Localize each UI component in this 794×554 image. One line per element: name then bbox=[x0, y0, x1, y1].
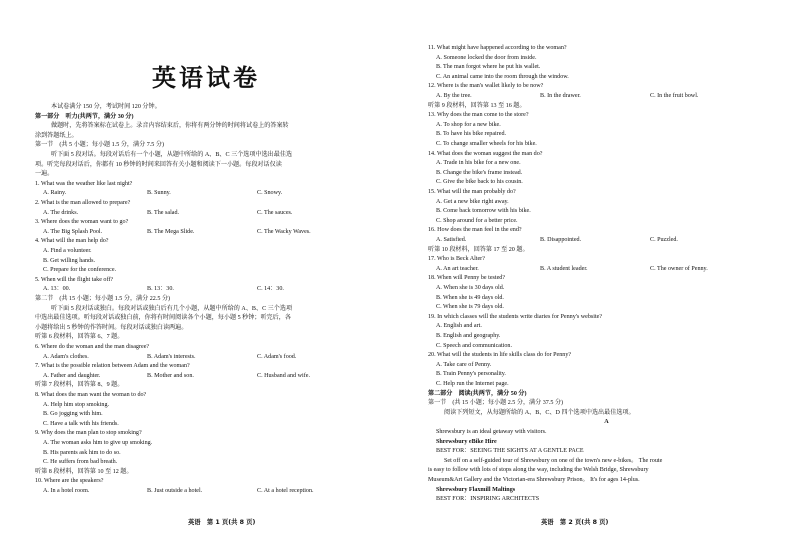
option: C. Husband and wife. bbox=[257, 372, 310, 379]
text-line: 本试卷满分 150 分，考试时间 120 分钟。 bbox=[51, 104, 161, 110]
text-line: B. Come back tomorrow with his bike. bbox=[436, 208, 531, 215]
text-line: C. Speech and communication. bbox=[436, 342, 512, 349]
text-line: 4. What will the man help do? bbox=[35, 238, 109, 245]
option: A. Satisfied. bbox=[436, 237, 467, 243]
text-line: 3. Where does the woman want to go? bbox=[35, 219, 129, 226]
option: B. A student leader. bbox=[540, 265, 588, 272]
text-line: A. To shop for a new bike. bbox=[436, 121, 501, 128]
text-line: 6. Where do the woman and the man disagree? bbox=[35, 344, 150, 350]
text-line: A. Someone locked the door from inside. bbox=[436, 54, 537, 61]
text-line: 9. Why does the man plan to stop smoking? bbox=[35, 430, 142, 437]
text-line: 5. When will the flight take off? bbox=[35, 276, 114, 283]
option: B. Just outside a hotel. bbox=[147, 488, 203, 494]
text-line: Shrewsbury Flaxmill Maltings bbox=[436, 486, 516, 493]
text-line: 第二部分 阅读(共两节，满分 50 分) bbox=[428, 390, 527, 397]
text-line: A. The woman asks him to give up smoking. bbox=[43, 440, 153, 446]
text-line: C. Shop around for a better price. bbox=[436, 217, 518, 224]
option: C. The sauces. bbox=[257, 209, 293, 216]
page-title: 英语试卷 bbox=[152, 64, 260, 92]
option: A. Father and daughter. bbox=[43, 372, 101, 379]
text-line: A. Take care of Penny. bbox=[436, 361, 492, 368]
option: A. An art teacher. bbox=[436, 265, 479, 272]
option: B. Adam's interests. bbox=[147, 353, 196, 360]
text-line: C. When she is 79 days old. bbox=[436, 304, 504, 311]
option: B. Sunny. bbox=[147, 190, 171, 197]
option: C. At a hotel reception. bbox=[257, 488, 314, 494]
option: B. Mother and son. bbox=[147, 372, 194, 379]
text-line: 15. What will the man probably do? bbox=[428, 189, 516, 195]
footer-right: 英语 第 2 页(共 8 页) bbox=[541, 519, 609, 526]
text-line: B. His parents ask him to do so. bbox=[43, 449, 121, 456]
option: A. In a hotel room. bbox=[43, 488, 90, 494]
text-line: C. To change smaller wheels for his bike. bbox=[436, 141, 537, 147]
text-line: 17. Who is Beck Alter? bbox=[428, 256, 485, 263]
text-line: 涂到答题纸上。 bbox=[35, 132, 78, 139]
option: C. 14：30. bbox=[257, 286, 284, 293]
text-line: A. Get a new bike right away. bbox=[436, 198, 509, 205]
text-line: is easy to follow with lots of stops along the way, including the Welsh Bridge, Shrewsbury bbox=[428, 467, 649, 474]
text-line: 第一节 (共 5 小题；每小题 1.5 分，满分 7.5 分) bbox=[35, 142, 164, 149]
option: B. Disappointed. bbox=[540, 237, 582, 243]
text-line: C. Give the bike back to his cousin. bbox=[436, 179, 523, 186]
text-line: BEST FOR：INSPIRING ARCHITECTS bbox=[436, 496, 540, 503]
text-line: B. Train Penny's personality. bbox=[436, 371, 506, 378]
text-line: A. When she is 30 days old. bbox=[436, 285, 505, 291]
text-line: Set off on a self-guided tour of Shrewsbury on one of the town's new e-bikes。 The route bbox=[444, 457, 663, 464]
text-line: C. Prepare for the conference. bbox=[43, 267, 117, 274]
text-line: 14. What does the woman suggest the man do? bbox=[428, 150, 543, 157]
text-line: 中选出最佳选项。听每段对话或独白前，你将有时间阅读各个小题，每小题 5 秒钟；听完后，各 bbox=[35, 315, 291, 322]
option: B. The Mega Slide. bbox=[147, 228, 195, 235]
text-line: B. Go jogging with him. bbox=[43, 411, 103, 418]
text-line: 18. When will Penny be tested? bbox=[428, 275, 506, 282]
text-line: 8. What does the man want the woman to do? bbox=[35, 392, 147, 398]
option: C. Puzzled. bbox=[650, 237, 678, 243]
option: A. By the tree. bbox=[436, 93, 472, 99]
text-line: 听下面 5 段对话。每段对话后有一个小题，从题中所给的 A、B、C 三个选项中选出最佳选 bbox=[51, 152, 293, 158]
text-line: Shrewsbury eBike Hire bbox=[436, 438, 497, 445]
text-line: 1. What was the weather like last night? bbox=[35, 180, 133, 187]
text-line: A. Help him stop smoking. bbox=[43, 401, 110, 408]
text-line: 一遍。 bbox=[35, 171, 54, 178]
option: A. Adam's clothes. bbox=[43, 353, 89, 360]
text-line: 听第 10 段材料，回答第 17 至 20 题。 bbox=[428, 246, 529, 253]
text-line: B. Change the bike's frame instead. bbox=[436, 169, 523, 176]
text-line: 16. How does the man feel in the end? bbox=[428, 227, 522, 234]
option: A. Rainy. bbox=[43, 190, 67, 197]
text-line: 听第 7 段材料，回答第 8、9 题。 bbox=[35, 382, 124, 389]
text-line: C. Help run the Internet page. bbox=[436, 381, 509, 387]
option: C. The Wacky Waves. bbox=[257, 228, 311, 235]
text-line: 听第 6 段材料，回答第 6、7 题。 bbox=[35, 334, 124, 341]
text-line: 做题时，先将答案标在试卷上。录音内容结束后，你将有两分钟的时间将试卷上的答案转 bbox=[51, 123, 289, 130]
text-line: 项。听完每段对话后，你都有 10 秒钟的时间来回答有关小题和阅读下一小题。每段对话仅读 bbox=[35, 161, 282, 168]
text-line: C. An animal came into the room through the window. bbox=[436, 73, 569, 80]
text-line: B. The man forgot where he put his wallet. bbox=[436, 64, 541, 71]
option: B. 13：30. bbox=[147, 286, 174, 293]
footer-left: 英语 第 1 页(共 8 页) bbox=[188, 519, 256, 526]
text-line: Shrewsbury is an ideal getaway with visitors. bbox=[436, 429, 547, 435]
text-line: 13. Why does the man come to the store? bbox=[428, 112, 529, 119]
text-line: B. English and geography. bbox=[436, 333, 501, 339]
text-line: 11. What might have happened according to the woman? bbox=[428, 45, 567, 51]
text-line: B. Get willing hands. bbox=[43, 257, 95, 264]
text-line: 10. Where are the speakers? bbox=[35, 478, 104, 485]
option: A. The drinks. bbox=[43, 209, 79, 216]
text-line: B. When she is 49 days old. bbox=[436, 294, 504, 301]
text-line: 第二节 (共 15 小题；每小题 1.5 分，满分 22.5 分) bbox=[35, 296, 171, 302]
text-line: BEST FOR：SEEING THE SIGHTS AT A GENTLE PACE bbox=[436, 448, 584, 455]
text-line: 阅读下列短文，从每题所给的 A、B、C、D 四个选项中选出最佳选项。 bbox=[444, 409, 635, 416]
option: C. Snowy. bbox=[257, 190, 283, 197]
text-line: 听第 8 段材料，回答第 10 至 12 题。 bbox=[35, 468, 133, 475]
text-line: Museum&Art Gallery and the Victorian-era Shrewsbury Prison。 It's for ages 14-plus. bbox=[428, 477, 640, 483]
text-line: A. English and art. bbox=[436, 323, 482, 330]
text-line: A. Find a volunteer. bbox=[43, 248, 92, 254]
text-line: 7. What is the possible relation between Adam and the woman? bbox=[35, 363, 190, 370]
option: C. In the fruit bowl. bbox=[650, 93, 699, 99]
option: C. Adam's food. bbox=[257, 353, 297, 360]
text-line: A. Trade in his bike for a new one. bbox=[436, 160, 521, 167]
text-line: 12. Where is the man's wallet likely to be now? bbox=[428, 83, 544, 90]
text-line: 小题将给出 5 秒钟的作答时间。每段对话或独白读两遍。 bbox=[35, 324, 188, 331]
option: A. The Big Splash Pool. bbox=[43, 228, 103, 235]
text-line: 听下面 5 段对话或独白。每段对话或独白后有几个小题，从题中所给的 A、B、C 三个选项 bbox=[51, 305, 293, 312]
option: B. In the drawer. bbox=[540, 93, 581, 99]
text-line: 听第 9 段材料，回答第 13 至 16 题。 bbox=[428, 102, 526, 109]
text-line: C. Have a talk with his friends. bbox=[43, 420, 119, 427]
text-line: 第一部分 听力(共两节，满分 30 分) bbox=[35, 113, 134, 120]
option: B. The salad. bbox=[147, 209, 180, 216]
text-line: 19. In which classes will the students write diaries for Penny's website? bbox=[428, 313, 603, 320]
text-line: 第一节 (共 15 小题；每小题 2.5 分，满分 37.5 分) bbox=[428, 400, 564, 407]
text-line: C. He suffers from bad breath. bbox=[43, 459, 118, 466]
text-line: A bbox=[604, 419, 609, 426]
text-line: B. To have his bike repaired. bbox=[436, 131, 507, 138]
option: C. The owner of Penny. bbox=[650, 265, 708, 272]
option: A. 13：00. bbox=[43, 286, 71, 293]
text-line: 20. What will the students in life skills class do for Penny? bbox=[428, 352, 572, 359]
text-line: 2. What is the man allowed to prepare? bbox=[35, 200, 131, 206]
